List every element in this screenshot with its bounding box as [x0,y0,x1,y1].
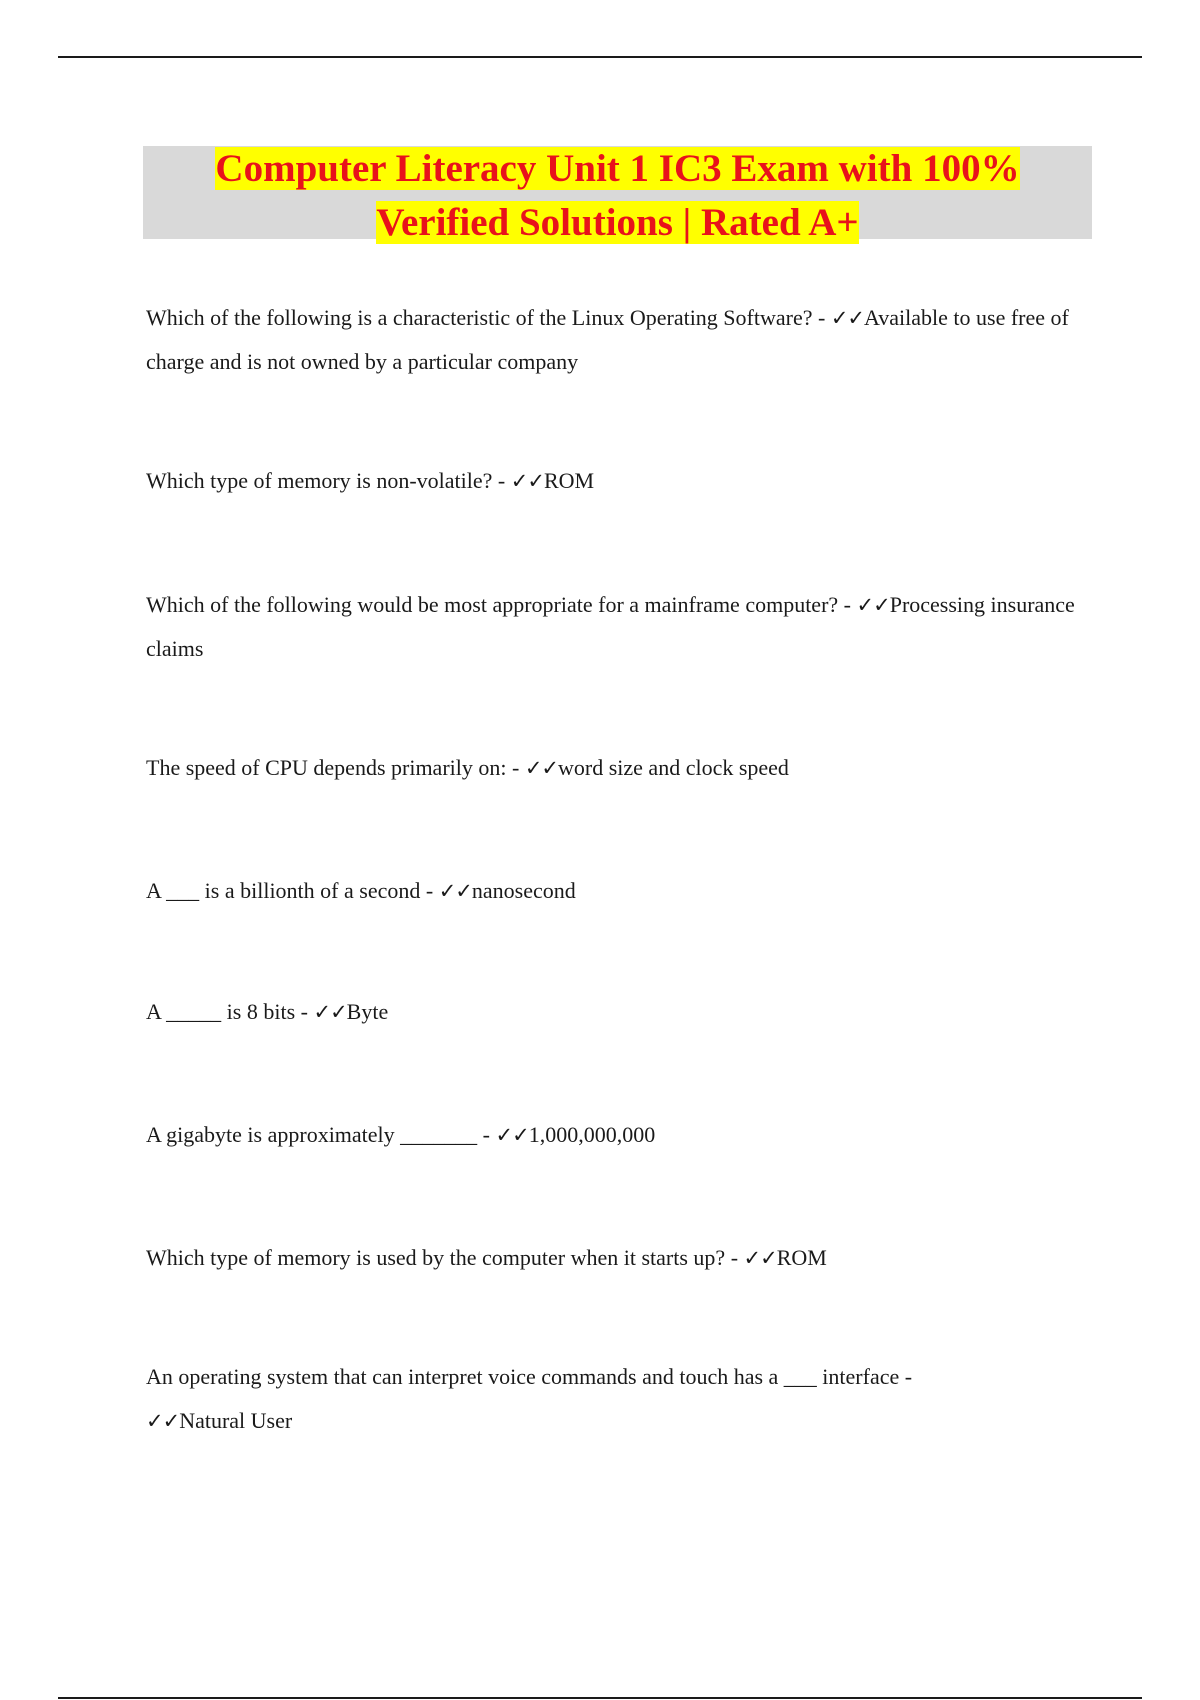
answer-text: nanosecond [471,878,576,903]
double-check-icon: ✓✓ [524,756,559,780]
question-text: A ___ is a billionth of a second - [146,878,439,903]
question-text: Which of the following would be most appropriate for a mainframe computer? - [146,592,857,617]
qa-item-5 [146,869,1086,913]
question-text: An operating system that can interpret voice commands and touch has a ___ interface - [146,1364,913,1389]
answer-text: ROM [776,1245,827,1270]
qa-item-3 [146,583,1086,671]
question-text: A gigabyte is approximately _______ - [146,1122,496,1147]
double-check-icon: ✓✓ [830,306,865,330]
qa-item-6 [146,990,1086,1034]
qa-item-7 [146,1113,1086,1157]
answer-text: Available to use free of charge and is not owned by a particular company [146,305,1069,374]
double-check-icon: ✓✓ [743,1246,777,1270]
document-title-line-1: Computer Literacy Unit 1 IC3 Exam with 100% [215,147,1020,190]
double-check-icon: ✓✓ [510,469,544,493]
double-check-icon: ✓✓ [146,1409,180,1433]
header-rule [58,56,1142,58]
answer-text: word size and clock speed [558,755,789,780]
question-text: The speed of CPU depends primarily on: - [146,755,525,780]
double-check-icon: ✓✓ [856,593,890,617]
question-text: Which type of memory is used by the computer when it starts up? - [146,1245,744,1270]
qa-item-4 [146,746,1086,790]
answer-text: Natural User [179,1408,293,1433]
question-text: A _____ is 8 bits - [146,999,314,1024]
qa-item-8 [146,1236,1086,1280]
double-check-icon: ✓✓ [313,1000,347,1024]
question-text: Which of the following is a characteristic of the Linux Operating Software? - [146,305,831,330]
answer-text: Processing insurance claims [146,592,1075,661]
qa-item-2 [146,459,1086,503]
answer-text: Byte [346,999,389,1024]
question-text: Which type of memory is non-volatile? - [146,468,511,493]
answer-text: ROM [543,468,595,493]
qa-item-1 [146,296,1086,384]
qa-item-9 [146,1355,1086,1443]
double-check-icon: ✓✓ [438,879,472,903]
title-banner [143,146,1092,244]
double-check-icon: ✓✓ [495,1123,529,1147]
answer-text: 1,000,000,000 [528,1122,656,1147]
document-title-line-2: Verified Solutions | Rated A+ [376,201,859,244]
footer-rule [58,1697,1142,1699]
